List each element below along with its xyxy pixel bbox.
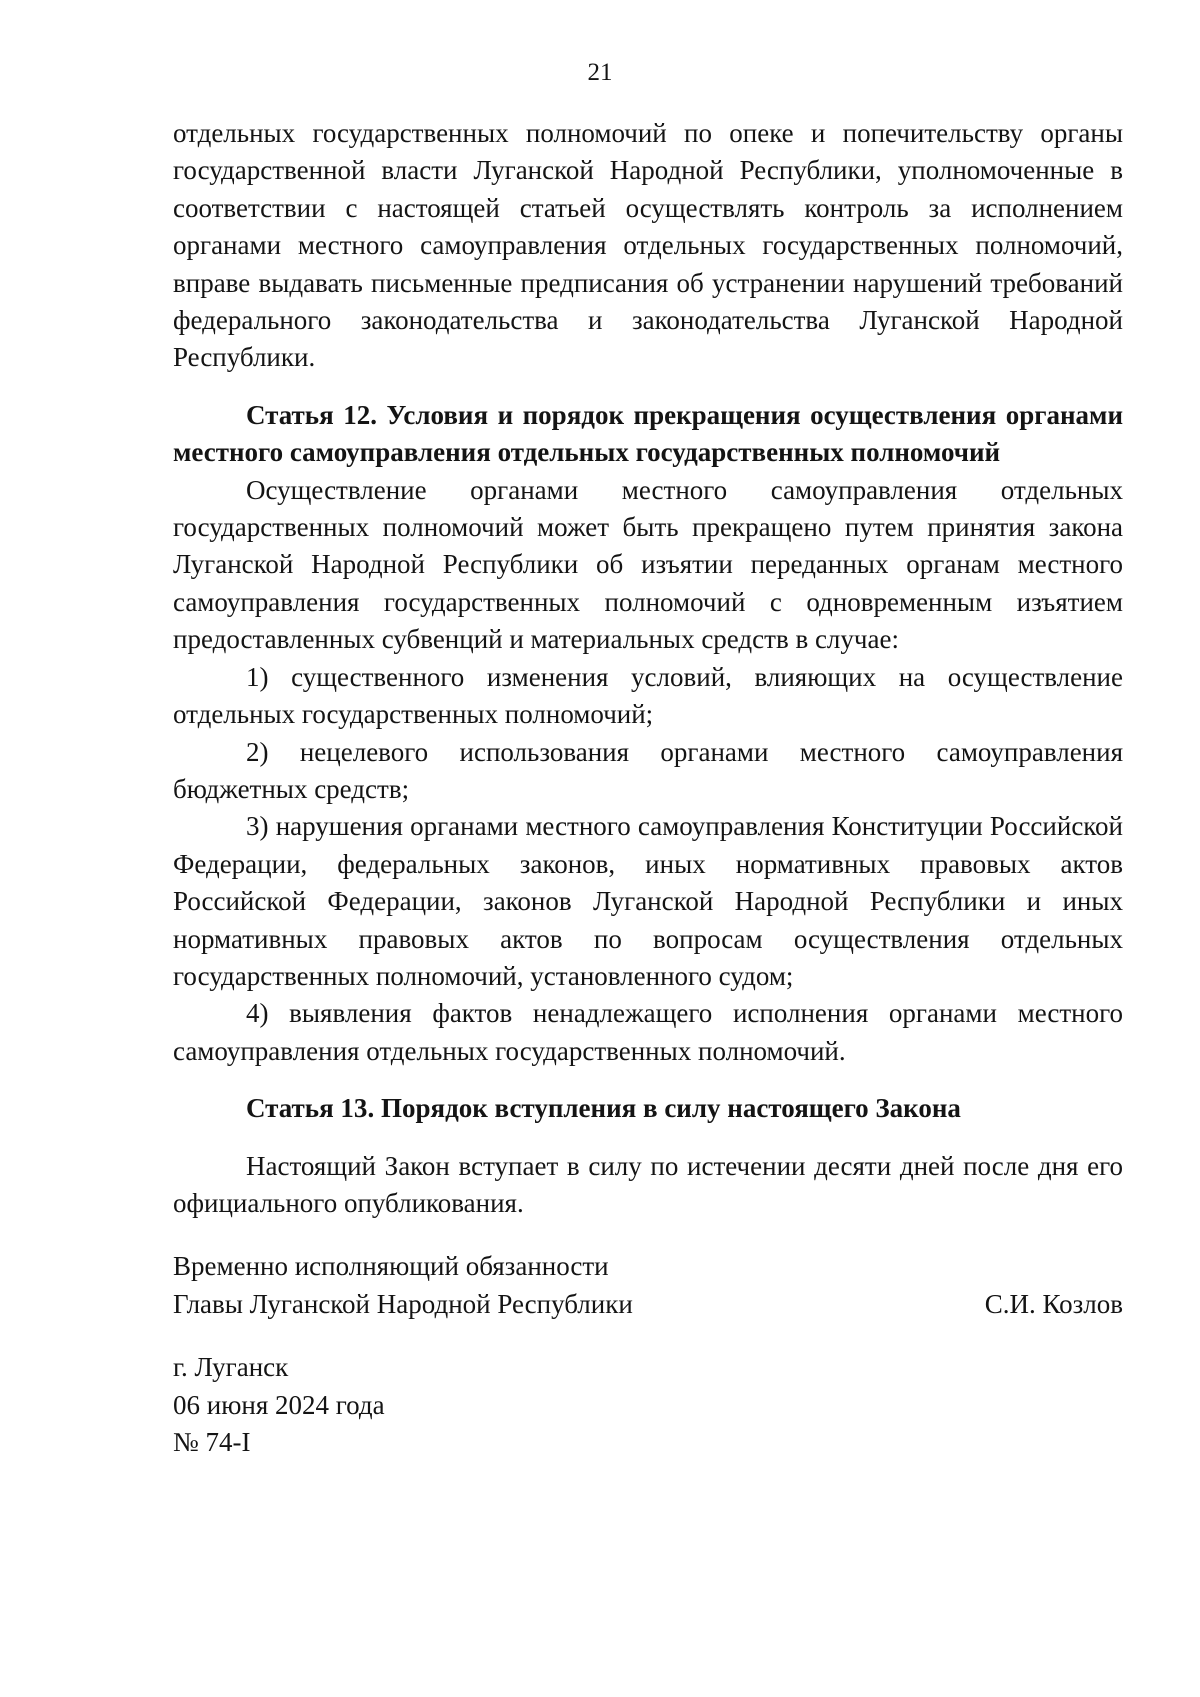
article-13-heading [173, 1090, 1123, 1127]
article-13-text: Настоящий Закон вступает в силу по истечении десяти дней после дня его официального опубликования. [173, 1150, 1123, 1218]
page-number: 21 [587, 59, 613, 86]
article-12-intro: Осуществление органами местного самоуправления отдельных государственных полномочий может быть прекращено путем принятия закона Луганской Народной Республики об изъятии переданных органам местного самоуправления государственных полномочий с одновременным изъятием предоставленных субвенций и материальных средств в случае: [173, 474, 1123, 655]
law-number: № 74-I [173, 1427, 251, 1457]
article-12-item-3: 3) нарушения органами местного самоуправления Конституции Российской Федерации, федеральных законов, иных нормативных правовых актов Российской Федерации, законов Луганской Народной Республики и иных нормативных правовых актов по вопросам осуществления отдельных государственных полномочий, установленного судом; [173, 811, 1123, 991]
document-body [173, 115, 1123, 1461]
article-12-title: . Условия и порядок прекращения осуществления органами местного самоуправления отдельных государственных полномочий [173, 399, 1124, 468]
paragraph-continuation: отдельных государственных полномочий по опеке и попечительству органы государственной власти Луганской Народной Республики, уполномоченные в соответствии с настоящей статьей осуществлять контроль за исполнением органами местного самоуправления отдельных государственных полномочий, вправе выдавать письменные предписания об устранении нарушений требований федерального законодательства и законодательства Луганской Народной Республики. [173, 118, 1123, 373]
signatory-name: С.И. Козлов [984, 1288, 1123, 1319]
city: г. Луганск [173, 1352, 289, 1383]
signature-row [173, 1286, 1123, 1323]
article-12-heading [173, 397, 1123, 472]
signatory-position-line-1: Временно исполняющий обязанности [173, 1251, 609, 1282]
signature-block [173, 1248, 1123, 1323]
article-12-item-4: 4) выявления фактов ненадлежащего исполнения органами местного самоуправления отдельных государственных полномочий. [173, 998, 1123, 1066]
article-12-item-1: 1) существенного изменения условий, влияющих на осуществление отдельных государственных полномочий; [173, 661, 1123, 730]
signatory-position-line-2: Главы Луганской Народной Республики [173, 1288, 633, 1319]
article-13-number: Статья 13 [246, 1093, 368, 1124]
article-12-number: Статья 12 [246, 399, 371, 430]
place-date-block [173, 1349, 1123, 1461]
article-13-title: . Порядок вступления в силу настоящего Закона [367, 1093, 961, 1124]
date: 06 июня 2024 года [173, 1389, 385, 1420]
article-12-item-2: 2) нецелевого использования органами местного самоуправления бюджетных средств; [173, 736, 1123, 804]
